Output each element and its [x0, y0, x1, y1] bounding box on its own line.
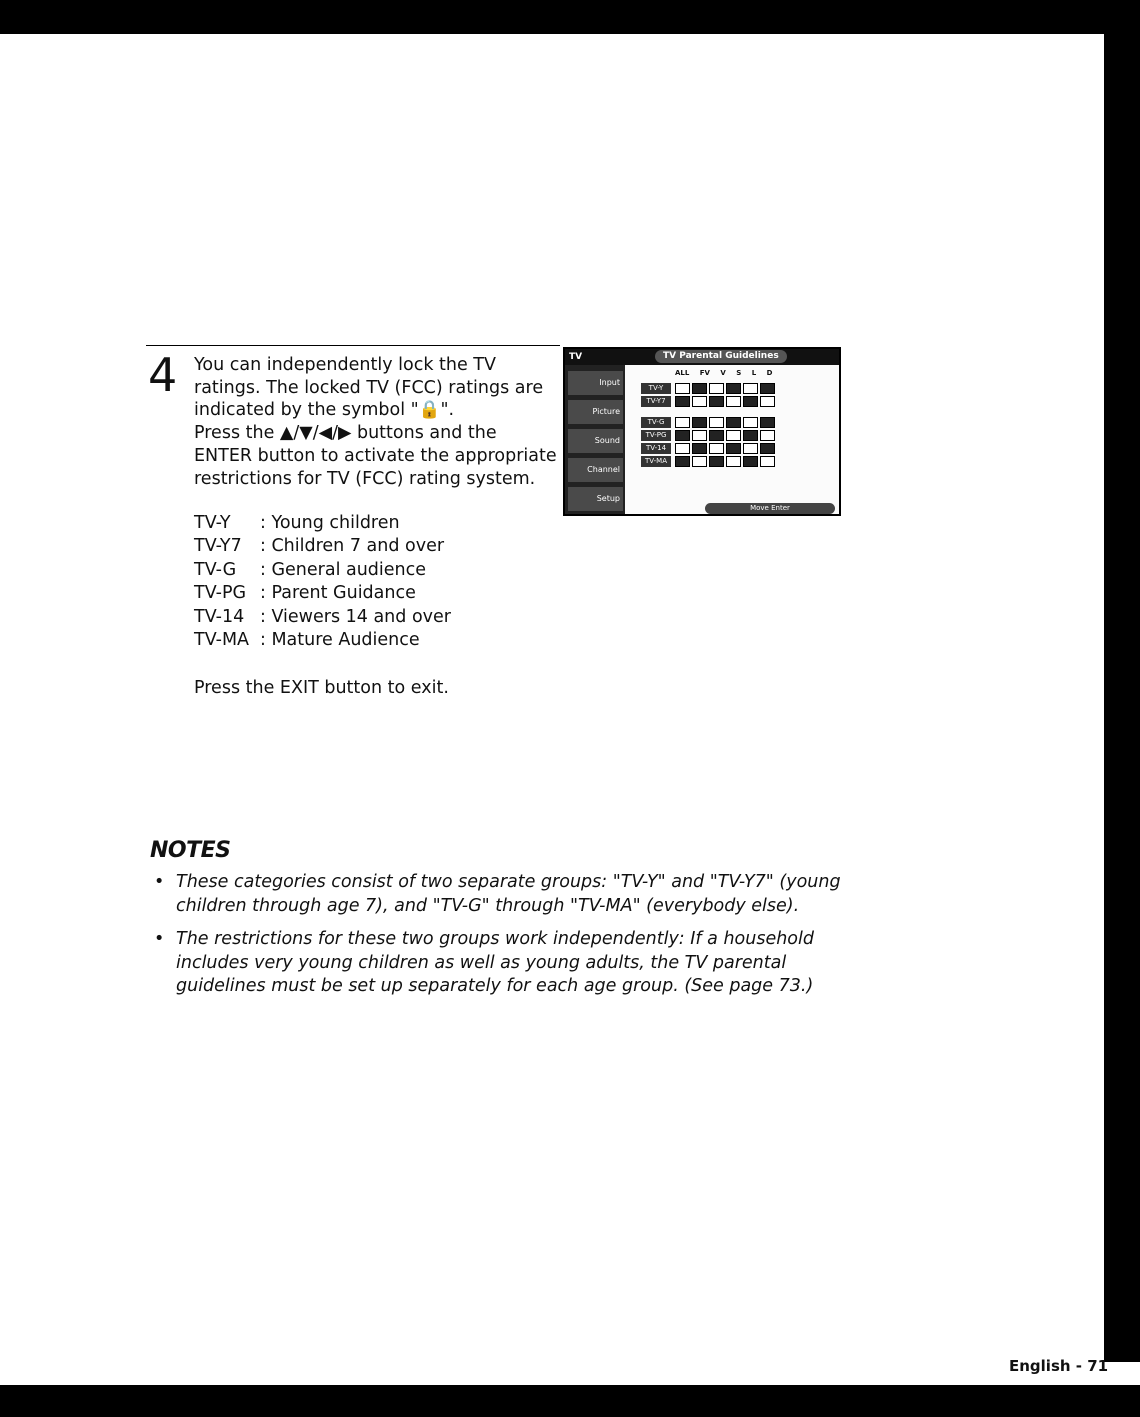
rating-description: : General audience: [260, 559, 427, 580]
note-item: [150, 871, 850, 918]
tv-bottom-hint: Move Enter: [705, 503, 835, 514]
tv-title-bar: [565, 349, 841, 365]
tv-grid-cell: [743, 396, 758, 407]
note-item: [150, 928, 850, 999]
rating-row: [194, 535, 451, 558]
tv-grid-row-label: TV-MA: [641, 456, 671, 467]
rating-row: [194, 559, 451, 582]
tv-menu-item: Sound: [568, 429, 623, 453]
tv-grid-cell: [675, 443, 690, 454]
tv-menu-item: Input: [568, 371, 623, 395]
tv-title-tab: TV Parental Guidelines: [655, 350, 787, 363]
tv-grid-cell: [709, 456, 724, 467]
rating-row: [194, 606, 451, 629]
notes-heading: NOTES: [150, 838, 231, 863]
tv-grid-cell: [743, 417, 758, 428]
note-text: The restrictions for these two groups work independently: If a household includes very young children as well as young adults, the TV parental guidelines must be set up separately for each age group. (See page 73.): [176, 929, 814, 996]
tv-side-menu: [565, 365, 625, 516]
tv-grid-columns: ALL FV V S L D: [675, 369, 773, 377]
rating-description: : Mature Audience: [260, 630, 420, 651]
step-line: ratings. The locked TV (FCC) ratings are: [194, 377, 544, 398]
tv-grid-cell: [692, 430, 707, 441]
rating-code: TV-14: [194, 606, 245, 627]
top-border-bar: [0, 0, 1140, 34]
tv-ratings-grid: [625, 365, 841, 516]
step-instructions: [194, 354, 559, 490]
bullet-icon: •: [154, 929, 165, 949]
step-line: restrictions for TV (FCC) rating system.: [194, 468, 536, 489]
rating-code: TV-PG: [194, 583, 247, 604]
tv-grid-cell: [760, 383, 775, 394]
tv-grid-cell: [743, 443, 758, 454]
tv-menu-item: Channel: [568, 458, 623, 482]
tv-grid-row-label: TV-G: [641, 417, 671, 428]
rating-code: TV-G: [194, 559, 237, 580]
tv-grid-cell: [726, 443, 741, 454]
rating-row: [194, 629, 451, 652]
tv-grid-cell: [692, 417, 707, 428]
tv-grid-cell: [743, 430, 758, 441]
tv-grid-row-label: TV-Y7: [641, 396, 671, 407]
rating-code: TV-Y7: [194, 536, 242, 557]
tv-grid-cell: [692, 396, 707, 407]
tv-grid-cell: [726, 417, 741, 428]
tv-grid-row-label: TV-Y: [641, 383, 671, 394]
tv-grid-cell: [675, 456, 690, 467]
tv-grid-cell: [726, 430, 741, 441]
tv-grid-cell: [760, 417, 775, 428]
tv-grid-cell: [675, 417, 690, 428]
tv-grid-cell: [726, 383, 741, 394]
tv-grid-cell: [692, 443, 707, 454]
tv-menu-item: Picture: [568, 400, 623, 424]
rating-row: [194, 582, 451, 605]
tv-grid-cell: [675, 383, 690, 394]
rating-description: : Children 7 and over: [260, 536, 445, 557]
rating-code: TV-MA: [194, 630, 250, 651]
tv-grid-row-label: TV-14: [641, 443, 671, 454]
rating-description: : Parent Guidance: [260, 583, 416, 604]
tv-grid-cell: [726, 456, 741, 467]
bullet-icon: •: [154, 872, 165, 892]
tv-grid-cell: [709, 417, 724, 428]
rating-description: : Viewers 14 and over: [260, 606, 451, 627]
step-line: indicated by the symbol "🔒".: [194, 400, 455, 421]
rating-code: TV-Y: [194, 513, 231, 533]
exit-instruction: Press the EXIT button to exit.: [194, 678, 449, 698]
tv-grid-cell: [709, 383, 724, 394]
page-number: English - 71: [1009, 1357, 1109, 1375]
tv-menu-screenshot: [563, 347, 841, 516]
step-line: You can independently lock the TV: [194, 355, 496, 375]
ratings-list: [194, 512, 451, 652]
tv-grid-cell: [760, 443, 775, 454]
tv-grid-cell: [743, 383, 758, 394]
tv-grid-cell: [760, 396, 775, 407]
rating-description: : Young children: [260, 513, 400, 533]
tv-grid-cell: [675, 430, 690, 441]
step-line: ENTER button to activate the appropriate: [194, 445, 557, 466]
step-line: Press the ▲/▼/◀/▶ buttons and the: [194, 423, 497, 444]
tv-grid-cell: [726, 396, 741, 407]
tv-menu-item: Setup: [568, 487, 623, 511]
note-text: These categories consist of two separate groups: "TV-Y" and "TV-Y7" (young children through age 7), and "TV-G" through "TV-MA" (everybody else).: [176, 872, 841, 916]
step-rule: [146, 345, 560, 346]
tv-grid-cell: [709, 430, 724, 441]
rating-row: [194, 512, 451, 535]
tv-grid-row-label: TV-PG: [641, 430, 671, 441]
tv-grid-cell: [760, 430, 775, 441]
right-border-bar: [1104, 0, 1140, 1362]
tv-grid-cell: [692, 456, 707, 467]
tv-grid-cell: [743, 456, 758, 467]
tv-title-left: TV: [569, 352, 583, 362]
tv-grid-cell: [709, 443, 724, 454]
tv-grid-cell: [760, 456, 775, 467]
tv-grid-cell: [709, 396, 724, 407]
notes-list: [150, 871, 850, 1009]
bottom-border-bar: [0, 1385, 1140, 1417]
tv-grid-cell: [675, 396, 690, 407]
tv-grid-cell: [692, 383, 707, 394]
step-number: 4: [148, 348, 178, 402]
